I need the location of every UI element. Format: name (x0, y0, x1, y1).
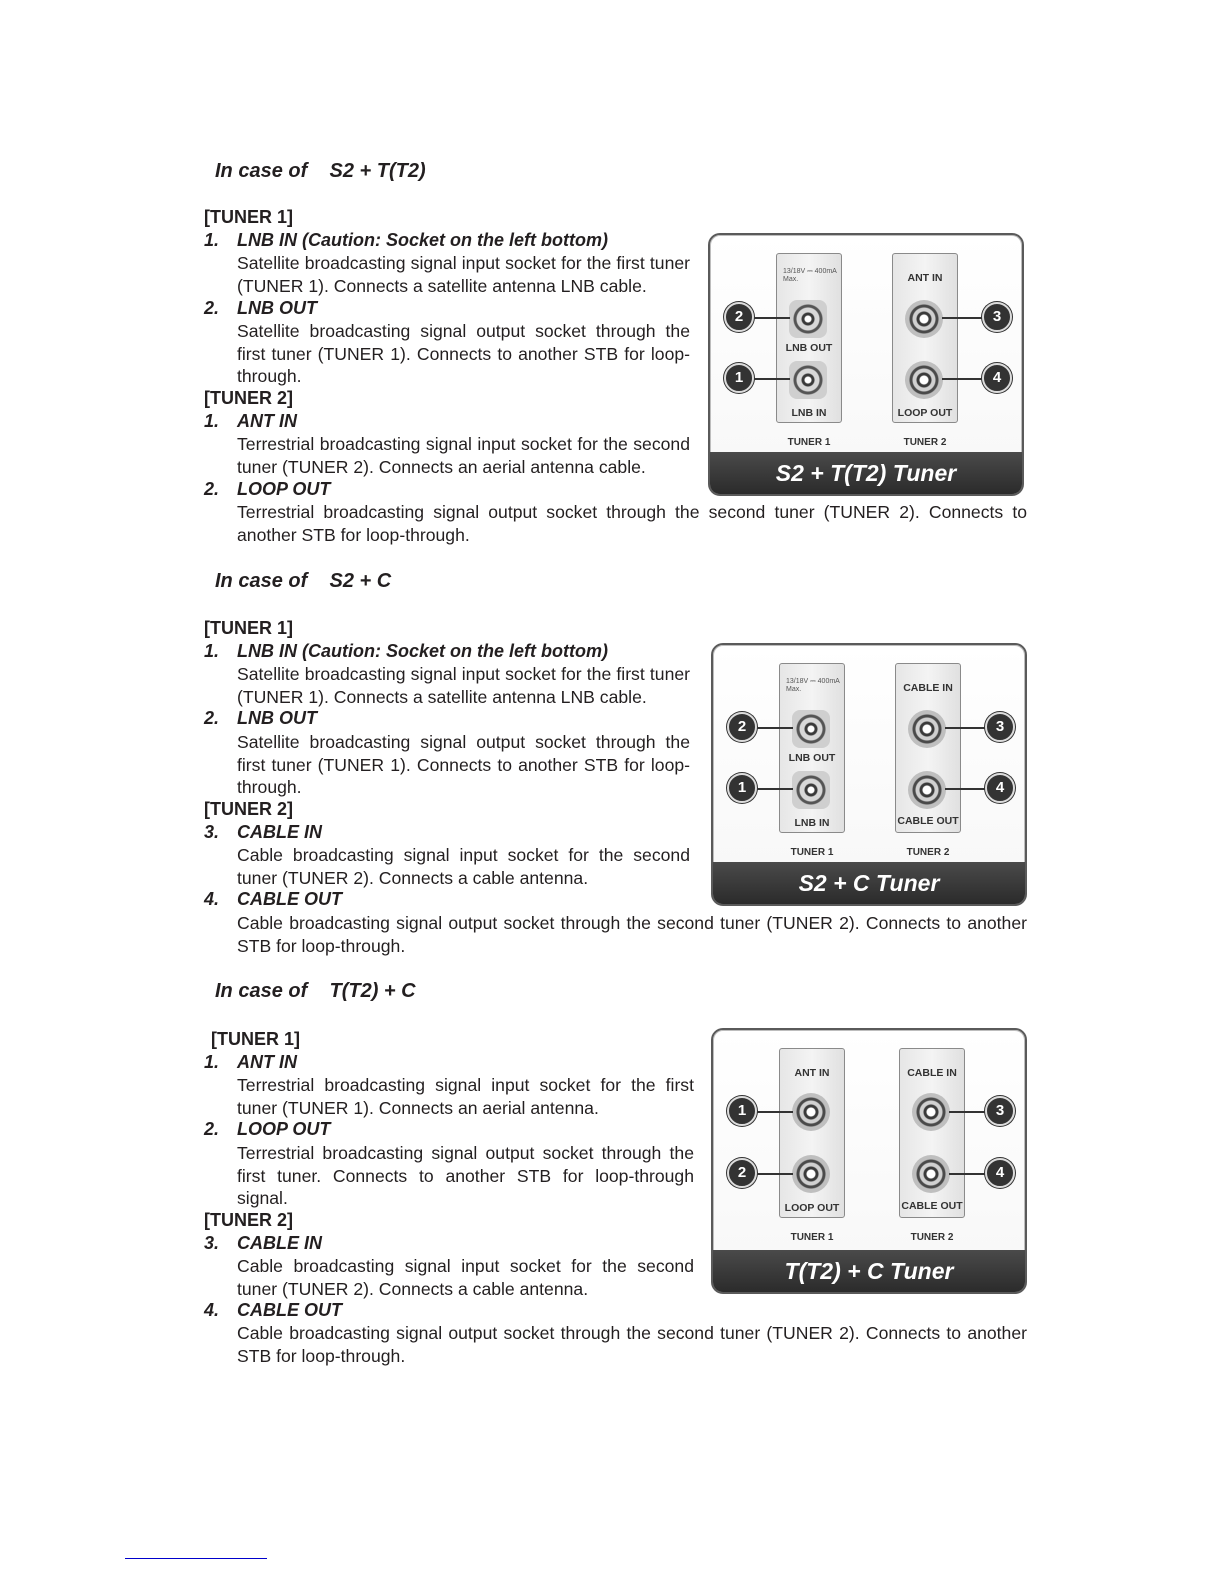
item-number: 3. (204, 822, 220, 842)
callout-badge: 4 (985, 1158, 1015, 1188)
loop-out-connector (792, 1155, 830, 1193)
title-prefix: In case of (215, 980, 308, 1002)
loop-out-connector (905, 361, 943, 399)
leader-line (755, 788, 793, 790)
item-description: Satellite broadcasting signal output socket through the first tuner (TUNER 1). Connects to another STB for loop-through. (237, 732, 690, 797)
item-description: Cable broadcasting signal input socket for the second tuner (TUNER 2). Connects a cable antenna. (237, 845, 690, 888)
item-heading (204, 1300, 342, 1321)
leader-line (752, 378, 790, 380)
tuner1-caption: TUNER 1 (787, 437, 831, 448)
item-description: Satellite broadcasting signal input socket for the first tuner (TUNER 1). Connects a satellite antenna LNB cable. (237, 664, 690, 707)
item-description: Satellite broadcasting signal input socket for the first tuner (TUNER 1). Connects a satellite antenna LNB cable. (237, 253, 690, 296)
cable-out-label: CABLE OUT (901, 1200, 963, 1212)
item-number: 1. (204, 641, 220, 661)
title-prefix: In case of (215, 160, 308, 182)
tuner2-caption: TUNER 2 (910, 1232, 954, 1243)
tuner-figure-s2-c (711, 643, 1027, 906)
item-title: CABLE IN (237, 1233, 322, 1253)
ant-in-connector (905, 300, 943, 338)
lnb-in-label: LNB IN (791, 407, 827, 419)
callout-badge: 1 (724, 363, 754, 393)
footnote-divider (125, 1558, 267, 1559)
cable-out-connector (908, 771, 946, 809)
callout-badge: 3 (985, 1096, 1015, 1126)
item-number: 2. (204, 708, 220, 728)
item-heading (204, 298, 317, 319)
callout-badge: 1 (727, 1096, 757, 1126)
figure-banner: T(T2) + C Tuner (713, 1250, 1025, 1292)
lnb-in-connector (792, 771, 830, 809)
item-description: Terrestrial broadcasting signal output socket through the second tuner (TUNER 2). Connects to another STB for loop-through. (237, 502, 1027, 545)
tuner1-plate (779, 1048, 845, 1218)
item-heading (204, 708, 317, 729)
cable-out-connector (912, 1155, 950, 1193)
item-number: 2. (204, 479, 220, 499)
title-prefix: In case of (215, 570, 308, 592)
tuner2-caption: TUNER 2 (906, 847, 950, 858)
cable-in-connector (912, 1093, 950, 1131)
section-title-s2-t2 (215, 160, 426, 183)
item-heading (204, 1233, 322, 1254)
cable-in-connector (908, 710, 946, 748)
callout-badge: 3 (982, 302, 1012, 332)
loop-out-label: LOOP OUT (784, 1202, 840, 1214)
cable-in-label: CABLE IN (907, 1067, 957, 1079)
ant-in-label: ANT IN (907, 272, 943, 284)
item-description: Terrestrial broadcasting signal output socket through the first tuner. Connects to another STB for loop-through signal. (237, 1143, 694, 1208)
callout-badge: 3 (985, 712, 1015, 742)
lnb-out-label: LNB OUT (788, 752, 836, 764)
callout-badge: 4 (985, 773, 1015, 803)
tuner1-plate (779, 663, 845, 833)
ant-in-connector (792, 1093, 830, 1131)
callout-badge: 2 (727, 712, 757, 742)
leader-line (755, 1173, 793, 1175)
item-description: Terrestrial broadcasting signal input socket for the first tuner (TUNER 1). Connects an aerial antenna. (237, 1075, 694, 1118)
item-title: LOOP OUT (237, 1119, 331, 1139)
section-title-s2-c (215, 570, 391, 593)
callout-badge: 2 (724, 302, 754, 332)
item-number: 2. (204, 1119, 220, 1139)
cable-out-label: CABLE OUT (897, 815, 959, 827)
leader-line (942, 378, 982, 380)
title-suffix: S2 + C (329, 570, 392, 592)
leader-line (949, 1173, 985, 1175)
tuner-figure-s2-t2 (708, 233, 1024, 496)
callout-badge: 4 (982, 363, 1012, 393)
tuner1-heading: [TUNER 1] (204, 618, 293, 638)
ant-in-label: ANT IN (794, 1067, 830, 1079)
title-suffix: T(T2) + C (329, 980, 416, 1002)
tuner-figure-t2-c (711, 1028, 1027, 1291)
item-number: 3. (204, 1233, 220, 1253)
leader-line (755, 727, 793, 729)
lnb-out-label: LNB OUT (785, 342, 833, 354)
title-suffix: S2 + T(T2) (329, 160, 426, 182)
figure-frame (708, 233, 1024, 496)
tuner2-heading: [TUNER 2] (204, 388, 293, 408)
leader-line (752, 317, 790, 319)
item-description: Satellite broadcasting signal output socket through the first tuner (TUNER 1). Connects to another STB for loop-through. (237, 321, 690, 386)
item-title: CABLE OUT (237, 889, 342, 909)
tuner2-plate (892, 253, 958, 423)
lnb-out-connector (789, 300, 827, 338)
item-description: Cable broadcasting signal input socket for the second tuner (TUNER 2). Connects a cable antenna. (237, 1256, 694, 1299)
item-heading (204, 411, 297, 432)
cable-in-label: CABLE IN (903, 682, 953, 694)
figure-frame (711, 643, 1027, 906)
item-title: LOOP OUT (237, 479, 331, 499)
tuner2-caption: TUNER 2 (903, 437, 947, 448)
leader-line (949, 1111, 985, 1113)
item-description: Terrestrial broadcasting signal input socket for the second tuner (TUNER 2). Connects an aerial antenna cable. (237, 434, 690, 477)
item-title: LNB OUT (237, 708, 317, 728)
tuner1-caption: TUNER 1 (790, 847, 834, 858)
tuner1-caption: TUNER 1 (790, 1232, 834, 1243)
item-number: 1. (204, 1052, 220, 1072)
callout-badge: 1 (727, 773, 757, 803)
item-title: CABLE IN (237, 822, 322, 842)
item-title: ANT IN (237, 411, 297, 431)
tuner1-heading: [TUNER 1] (211, 1029, 300, 1049)
item-title: LNB IN (Caution: Socket on the left bottom) (237, 641, 608, 661)
item-title: LNB OUT (237, 298, 317, 318)
figure-frame (711, 1028, 1027, 1294)
item-heading (204, 230, 608, 251)
tuner2-heading: [TUNER 2] (204, 799, 293, 819)
item-heading (204, 889, 342, 910)
item-heading (204, 822, 322, 843)
tuner1-plate (776, 253, 842, 423)
tuner2-plate (899, 1048, 965, 1218)
leader-line (945, 727, 985, 729)
item-description: Cable broadcasting signal output socket through the second tuner (TUNER 2). Connects to another STB for loop-through. (237, 913, 1027, 956)
item-description: Cable broadcasting signal output socket through the second tuner (TUNER 2). Connects to another STB for loop-through. (237, 1323, 1027, 1366)
item-number: 2. (204, 298, 220, 318)
tuner2-heading: [TUNER 2] (204, 1210, 293, 1230)
tuner1-heading: [TUNER 1] (204, 207, 293, 227)
item-heading (204, 641, 608, 662)
section-title-t2-c (215, 980, 416, 1003)
figure-banner: S2 + C Tuner (713, 862, 1025, 904)
item-title: LNB IN (Caution: Socket on the left bottom) (237, 230, 608, 250)
item-title: CABLE OUT (237, 1300, 342, 1320)
item-number: 4. (204, 889, 220, 909)
item-title: ANT IN (237, 1052, 297, 1072)
item-number: 1. (204, 411, 220, 431)
leader-line (945, 788, 985, 790)
item-heading (204, 479, 330, 500)
lnb-in-label: LNB IN (794, 817, 830, 829)
item-number: 4. (204, 1300, 220, 1320)
leader-line (942, 317, 982, 319)
tuner2-plate (895, 663, 961, 833)
lnb-in-connector (789, 361, 827, 399)
loop-out-label: LOOP OUT (897, 407, 953, 419)
lnb-out-connector (792, 710, 830, 748)
item-heading (204, 1119, 330, 1140)
callout-badge: 2 (727, 1158, 757, 1188)
voltage-note: 13/18V ⎓ 400mA Max. (786, 678, 840, 693)
figure-banner: S2 + T(T2) Tuner (710, 452, 1022, 494)
item-number: 1. (204, 230, 220, 250)
voltage-note: 13/18V ⎓ 400mA Max. (783, 268, 837, 283)
item-heading (204, 1052, 297, 1073)
leader-line (755, 1111, 793, 1113)
